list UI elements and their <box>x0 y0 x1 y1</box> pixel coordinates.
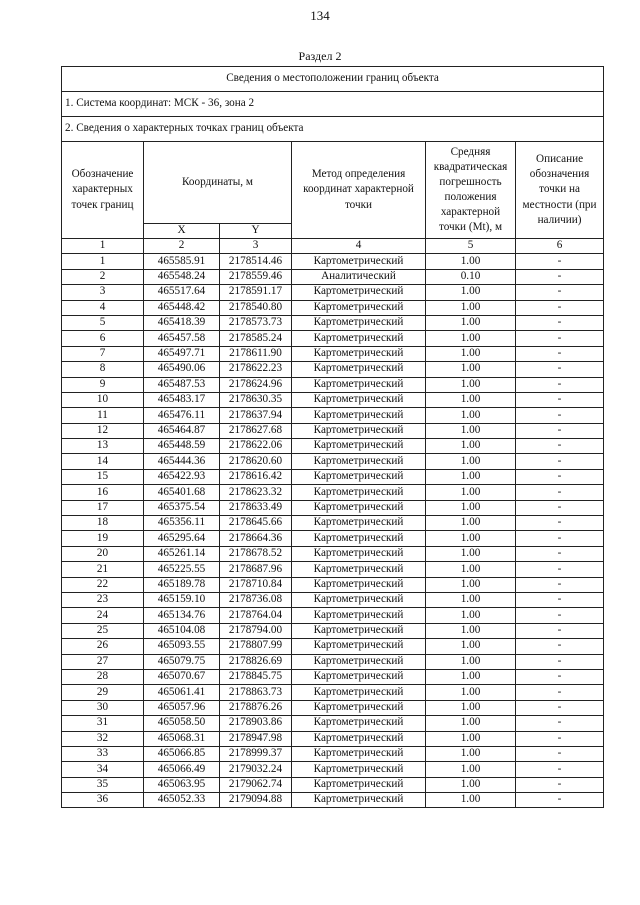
x-coordinate-cell: 465261.14 <box>144 546 220 561</box>
accuracy-cell: 1.00 <box>426 623 516 638</box>
boundary-points-table <box>61 66 604 808</box>
y-coordinate-cell: 2178947.98 <box>220 731 292 746</box>
table-row <box>62 500 604 515</box>
table-row <box>62 516 604 531</box>
y-coordinate-cell: 2178622.23 <box>220 362 292 377</box>
description-cell: - <box>516 608 604 623</box>
accuracy-cell: 1.00 <box>426 608 516 623</box>
table-row <box>62 377 604 392</box>
accuracy-cell: 1.00 <box>426 685 516 700</box>
x-coordinate-cell: 465422.93 <box>144 469 220 484</box>
method-cell: Картометрический <box>292 716 426 731</box>
x-coordinate-cell: 465063.95 <box>144 777 220 792</box>
method-cell: Картометрический <box>292 408 426 423</box>
y-coordinate-cell: 2178573.73 <box>220 315 292 330</box>
x-coordinate-cell: 465548.24 <box>144 269 220 284</box>
method-cell: Картометрический <box>292 485 426 500</box>
y-coordinate-cell: 2178559.46 <box>220 269 292 284</box>
point-number-cell: 2 <box>62 269 144 284</box>
accuracy-cell: 1.00 <box>426 254 516 269</box>
description-cell: - <box>516 500 604 515</box>
method-cell: Картометрический <box>292 254 426 269</box>
method-cell: Картометрический <box>292 793 426 808</box>
description-cell: - <box>516 331 604 346</box>
description-cell: - <box>516 669 604 684</box>
description-cell: - <box>516 408 604 423</box>
table-row <box>62 408 604 423</box>
method-cell: Картометрический <box>292 500 426 515</box>
description-cell: - <box>516 516 604 531</box>
y-coordinate-cell: 2178664.36 <box>220 531 292 546</box>
description-cell: - <box>516 731 604 746</box>
y-coordinate-cell: 2179062.74 <box>220 777 292 792</box>
point-number-cell: 21 <box>62 562 144 577</box>
x-coordinate-cell: 465464.87 <box>144 423 220 438</box>
accuracy-cell: 1.00 <box>426 639 516 654</box>
table-row <box>62 362 604 377</box>
x-coordinate-cell: 465457.58 <box>144 331 220 346</box>
method-cell: Картометрический <box>292 377 426 392</box>
table-row <box>62 685 604 700</box>
accuracy-cell: 1.00 <box>426 793 516 808</box>
header-accuracy: Средняя квадратическая погрешность положения характерной точки (Mt), м <box>426 142 516 239</box>
method-cell: Картометрический <box>292 285 426 300</box>
point-number-cell: 9 <box>62 377 144 392</box>
point-number-cell: 33 <box>62 746 144 761</box>
description-cell: - <box>516 269 604 284</box>
x-coordinate-cell: 465448.59 <box>144 439 220 454</box>
x-coordinate-cell: 465052.33 <box>144 793 220 808</box>
point-number-cell: 20 <box>62 546 144 561</box>
description-cell: - <box>516 793 604 808</box>
x-coordinate-cell: 465070.67 <box>144 669 220 684</box>
x-coordinate-cell: 465375.54 <box>144 500 220 515</box>
accuracy-cell: 1.00 <box>426 439 516 454</box>
method-cell: Картометрический <box>292 469 426 484</box>
page-number: 134 <box>310 8 330 23</box>
accuracy-cell: 1.00 <box>426 454 516 469</box>
accuracy-cell: 1.00 <box>426 777 516 792</box>
point-number-cell: 35 <box>62 777 144 792</box>
method-cell: Картометрический <box>292 577 426 592</box>
table-row <box>62 608 604 623</box>
table-row <box>62 546 604 561</box>
y-coordinate-cell: 2178863.73 <box>220 685 292 700</box>
accuracy-cell: 1.00 <box>426 716 516 731</box>
accuracy-cell: 1.00 <box>426 362 516 377</box>
method-cell: Картометрический <box>292 746 426 761</box>
table-row <box>62 300 604 315</box>
description-cell: - <box>516 746 604 761</box>
header-description: Описание обозначения точки на местности (при наличии) <box>516 142 604 239</box>
method-cell: Картометрический <box>292 623 426 638</box>
point-number-cell: 26 <box>62 639 144 654</box>
point-number-cell: 29 <box>62 685 144 700</box>
description-cell: - <box>516 700 604 715</box>
point-number-cell: 28 <box>62 669 144 684</box>
point-number-cell: 17 <box>62 500 144 515</box>
y-coordinate-cell: 2178764.04 <box>220 608 292 623</box>
description-cell: - <box>516 716 604 731</box>
x-coordinate-cell: 465066.49 <box>144 762 220 777</box>
column-number: 1 <box>62 239 144 254</box>
x-coordinate-cell: 465057.96 <box>144 700 220 715</box>
method-cell: Картометрический <box>292 516 426 531</box>
header-method: Метод определения координат характерной точки <box>292 142 426 239</box>
header-x: X <box>144 224 220 239</box>
y-coordinate-cell: 2178591.17 <box>220 285 292 300</box>
x-coordinate-cell: 465476.11 <box>144 408 220 423</box>
x-coordinate-cell: 465058.50 <box>144 716 220 731</box>
x-coordinate-cell: 465079.75 <box>144 654 220 669</box>
table-row <box>62 562 604 577</box>
accuracy-cell: 1.00 <box>426 315 516 330</box>
accuracy-cell: 1.00 <box>426 592 516 607</box>
description-cell: - <box>516 485 604 500</box>
y-coordinate-cell: 2178611.90 <box>220 346 292 361</box>
table-row <box>62 623 604 638</box>
point-number-cell: 14 <box>62 454 144 469</box>
accuracy-cell: 1.00 <box>426 654 516 669</box>
y-coordinate-cell: 2178999.37 <box>220 746 292 761</box>
description-cell: - <box>516 623 604 638</box>
description-cell: - <box>516 285 604 300</box>
x-coordinate-cell: 465448.42 <box>144 300 220 315</box>
x-coordinate-cell: 465093.55 <box>144 639 220 654</box>
header-y: Y <box>220 224 292 239</box>
accuracy-cell: 1.00 <box>426 531 516 546</box>
point-number-cell: 19 <box>62 531 144 546</box>
x-coordinate-cell: 465444.36 <box>144 454 220 469</box>
section-label: Раздел 2 <box>298 49 342 63</box>
table-row <box>62 592 604 607</box>
description-cell: - <box>516 777 604 792</box>
point-number-cell: 8 <box>62 362 144 377</box>
description-cell: - <box>516 762 604 777</box>
table-row <box>62 392 604 407</box>
y-coordinate-cell: 2178540.80 <box>220 300 292 315</box>
table-row <box>62 746 604 761</box>
point-number-cell: 4 <box>62 300 144 315</box>
column-number: 6 <box>516 239 604 254</box>
x-coordinate-cell: 465159.10 <box>144 592 220 607</box>
y-coordinate-cell: 2178585.24 <box>220 331 292 346</box>
table-row <box>62 485 604 500</box>
accuracy-cell: 1.00 <box>426 331 516 346</box>
table-row <box>62 731 604 746</box>
description-cell: - <box>516 546 604 561</box>
method-cell: Картометрический <box>292 762 426 777</box>
description-cell: - <box>516 423 604 438</box>
point-number-cell: 25 <box>62 623 144 638</box>
accuracy-cell: 1.00 <box>426 516 516 531</box>
table-row <box>62 439 604 454</box>
description-cell: - <box>516 562 604 577</box>
x-coordinate-cell: 465490.06 <box>144 362 220 377</box>
y-coordinate-cell: 2178845.75 <box>220 669 292 684</box>
y-coordinate-cell: 2178633.49 <box>220 500 292 515</box>
y-coordinate-cell: 2178623.32 <box>220 485 292 500</box>
method-cell: Картометрический <box>292 700 426 715</box>
description-cell: - <box>516 454 604 469</box>
description-cell: - <box>516 300 604 315</box>
accuracy-cell: 1.00 <box>426 485 516 500</box>
accuracy-cell: 1.00 <box>426 392 516 407</box>
accuracy-cell: 1.00 <box>426 285 516 300</box>
point-number-cell: 31 <box>62 716 144 731</box>
point-number-cell: 23 <box>62 592 144 607</box>
method-cell: Аналитический <box>292 269 426 284</box>
method-cell: Картометрический <box>292 423 426 438</box>
point-number-cell: 3 <box>62 285 144 300</box>
table-row <box>62 700 604 715</box>
point-number-cell: 22 <box>62 577 144 592</box>
description-cell: - <box>516 315 604 330</box>
description-cell: - <box>516 577 604 592</box>
table-row <box>62 716 604 731</box>
method-cell: Картометрический <box>292 777 426 792</box>
y-coordinate-cell: 2178514.46 <box>220 254 292 269</box>
description-cell: - <box>516 254 604 269</box>
y-coordinate-cell: 2178678.52 <box>220 546 292 561</box>
description-cell: - <box>516 592 604 607</box>
table-row <box>62 531 604 546</box>
column-number: 5 <box>426 239 516 254</box>
y-coordinate-cell: 2178807.99 <box>220 639 292 654</box>
method-cell: Картометрический <box>292 454 426 469</box>
description-cell: - <box>516 469 604 484</box>
method-cell: Картометрический <box>292 562 426 577</box>
description-cell: - <box>516 362 604 377</box>
accuracy-cell: 1.00 <box>426 300 516 315</box>
point-number-cell: 30 <box>62 700 144 715</box>
accuracy-cell: 1.00 <box>426 669 516 684</box>
column-numbers-row <box>62 239 604 254</box>
y-coordinate-cell: 2179094.88 <box>220 793 292 808</box>
point-number-cell: 1 <box>62 254 144 269</box>
y-coordinate-cell: 2178876.26 <box>220 700 292 715</box>
table-row <box>62 469 604 484</box>
accuracy-cell: 1.00 <box>426 746 516 761</box>
y-coordinate-cell: 2178826.69 <box>220 654 292 669</box>
table-row <box>62 423 604 438</box>
point-number-cell: 34 <box>62 762 144 777</box>
y-coordinate-cell: 2178903.86 <box>220 716 292 731</box>
x-coordinate-cell: 465295.64 <box>144 531 220 546</box>
accuracy-cell: 1.00 <box>426 377 516 392</box>
x-coordinate-cell: 465134.76 <box>144 608 220 623</box>
header-point-designation: Обозначение характерных точек границ <box>62 142 144 239</box>
point-number-cell: 7 <box>62 346 144 361</box>
x-coordinate-cell: 465061.41 <box>144 685 220 700</box>
point-number-cell: 27 <box>62 654 144 669</box>
accuracy-cell: 1.00 <box>426 562 516 577</box>
description-cell: - <box>516 654 604 669</box>
accuracy-cell: 1.00 <box>426 546 516 561</box>
accuracy-cell: 1.00 <box>426 408 516 423</box>
table-caption: Сведения о местоположении границ объекта <box>62 67 604 92</box>
method-cell: Картометрический <box>292 346 426 361</box>
y-coordinate-cell: 2178794.00 <box>220 623 292 638</box>
point-number-cell: 18 <box>62 516 144 531</box>
table-row <box>62 577 604 592</box>
table-row <box>62 346 604 361</box>
method-cell: Картометрический <box>292 731 426 746</box>
y-coordinate-cell: 2178645.66 <box>220 516 292 531</box>
coordinate-system: 1. Система координат: МСК - 36, зона 2 <box>62 92 604 117</box>
method-cell: Картометрический <box>292 608 426 623</box>
description-cell: - <box>516 346 604 361</box>
point-number-cell: 10 <box>62 392 144 407</box>
table-row <box>62 777 604 792</box>
x-coordinate-cell: 465356.11 <box>144 516 220 531</box>
y-coordinate-cell: 2178622.06 <box>220 439 292 454</box>
method-cell: Картометрический <box>292 331 426 346</box>
method-cell: Картометрический <box>292 362 426 377</box>
x-coordinate-cell: 465401.68 <box>144 485 220 500</box>
point-number-cell: 5 <box>62 315 144 330</box>
y-coordinate-cell: 2179032.24 <box>220 762 292 777</box>
point-number-cell: 6 <box>62 331 144 346</box>
column-number: 2 <box>144 239 220 254</box>
x-coordinate-cell: 465517.64 <box>144 285 220 300</box>
method-cell: Картометрический <box>292 685 426 700</box>
method-cell: Картометрический <box>292 392 426 407</box>
description-cell: - <box>516 392 604 407</box>
method-cell: Картометрический <box>292 639 426 654</box>
table-row <box>62 331 604 346</box>
method-cell: Картометрический <box>292 300 426 315</box>
y-coordinate-cell: 2178687.96 <box>220 562 292 577</box>
y-coordinate-cell: 2178620.60 <box>220 454 292 469</box>
y-coordinate-cell: 2178637.94 <box>220 408 292 423</box>
description-cell: - <box>516 377 604 392</box>
point-number-cell: 13 <box>62 439 144 454</box>
description-cell: - <box>516 685 604 700</box>
description-cell: - <box>516 531 604 546</box>
x-coordinate-cell: 465483.17 <box>144 392 220 407</box>
method-cell: Картометрический <box>292 654 426 669</box>
method-cell: Картометрический <box>292 531 426 546</box>
y-coordinate-cell: 2178627.68 <box>220 423 292 438</box>
point-number-cell: 12 <box>62 423 144 438</box>
y-coordinate-cell: 2178630.35 <box>220 392 292 407</box>
table-row <box>62 254 604 269</box>
method-cell: Картометрический <box>292 546 426 561</box>
x-coordinate-cell: 465487.53 <box>144 377 220 392</box>
point-number-cell: 15 <box>62 469 144 484</box>
table-row <box>62 793 604 808</box>
accuracy-cell: 1.00 <box>426 577 516 592</box>
x-coordinate-cell: 465066.85 <box>144 746 220 761</box>
table-row <box>62 762 604 777</box>
column-number: 3 <box>220 239 292 254</box>
x-coordinate-cell: 465418.39 <box>144 315 220 330</box>
method-cell: Картометрический <box>292 439 426 454</box>
y-coordinate-cell: 2178624.96 <box>220 377 292 392</box>
x-coordinate-cell: 465225.55 <box>144 562 220 577</box>
x-coordinate-cell: 465189.78 <box>144 577 220 592</box>
point-number-cell: 32 <box>62 731 144 746</box>
accuracy-cell: 0.10 <box>426 269 516 284</box>
accuracy-cell: 1.00 <box>426 423 516 438</box>
method-cell: Картометрический <box>292 592 426 607</box>
y-coordinate-cell: 2178736.08 <box>220 592 292 607</box>
y-coordinate-cell: 2178710.84 <box>220 577 292 592</box>
point-number-cell: 11 <box>62 408 144 423</box>
accuracy-cell: 1.00 <box>426 346 516 361</box>
table-row <box>62 669 604 684</box>
table-row <box>62 454 604 469</box>
method-cell: Картометрический <box>292 315 426 330</box>
table-row <box>62 654 604 669</box>
points-heading: 2. Сведения о характерных точках границ объекта <box>62 117 604 142</box>
x-coordinate-cell: 465104.08 <box>144 623 220 638</box>
accuracy-cell: 1.00 <box>426 700 516 715</box>
table-row <box>62 639 604 654</box>
description-cell: - <box>516 639 604 654</box>
point-number-cell: 16 <box>62 485 144 500</box>
accuracy-cell: 1.00 <box>426 762 516 777</box>
x-coordinate-cell: 465585.91 <box>144 254 220 269</box>
x-coordinate-cell: 465497.71 <box>144 346 220 361</box>
table-row <box>62 285 604 300</box>
accuracy-cell: 1.00 <box>426 469 516 484</box>
accuracy-cell: 1.00 <box>426 731 516 746</box>
method-cell: Картометрический <box>292 669 426 684</box>
column-number: 4 <box>292 239 426 254</box>
y-coordinate-cell: 2178616.42 <box>220 469 292 484</box>
table-row <box>62 315 604 330</box>
point-number-cell: 36 <box>62 793 144 808</box>
x-coordinate-cell: 465068.31 <box>144 731 220 746</box>
description-cell: - <box>516 439 604 454</box>
table-row <box>62 269 604 284</box>
accuracy-cell: 1.00 <box>426 500 516 515</box>
header-coordinates: Координаты, м <box>144 142 292 224</box>
point-number-cell: 24 <box>62 608 144 623</box>
